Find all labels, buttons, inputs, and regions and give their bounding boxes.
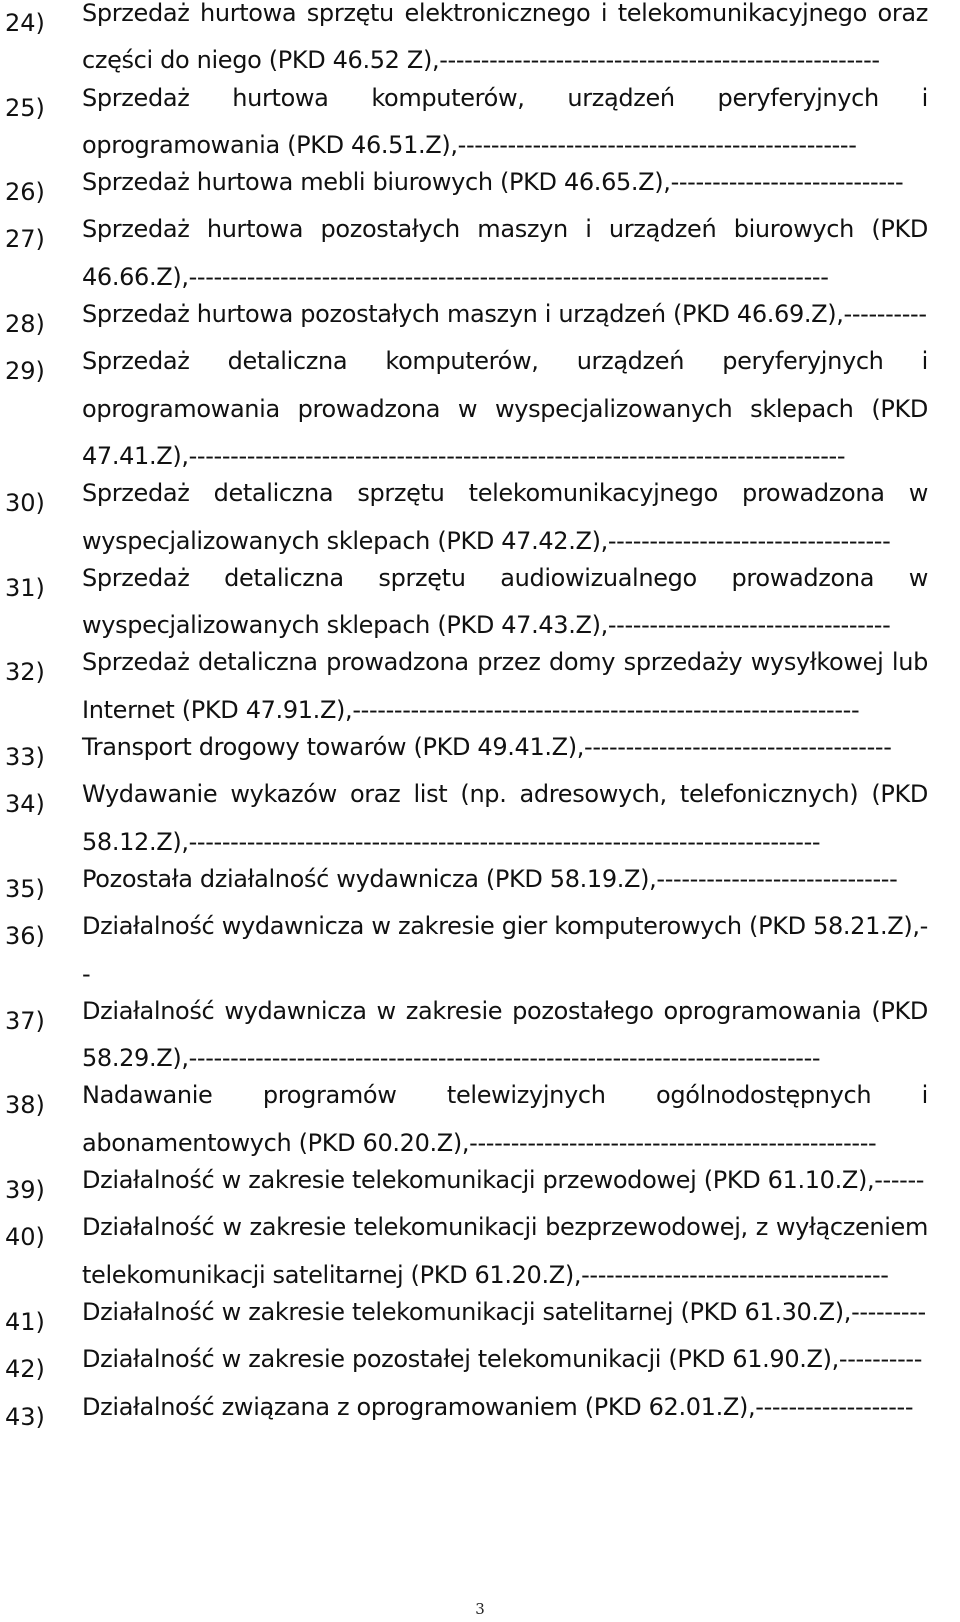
list-item-text: Sprzedaż hurtowa pozostałych maszyn i urządzeń (PKD 46.69.Z),---------- — [82, 300, 927, 329]
list-item-text: Sprzedaż detaliczna sprzętu audiowizualnego prowadzona w wyspecjalizowanych sklepach (PKD 47.43.Z),---------------------------------- — [82, 563, 928, 640]
list-item — [5, 649, 928, 734]
list-item-number: 25) — [5, 93, 45, 122]
list-item-number: 39) — [5, 1176, 45, 1205]
list-item-number: 26) — [5, 178, 45, 207]
list-item — [5, 913, 928, 998]
list-item-number: 24) — [5, 9, 45, 37]
list-item-text: Działalność w zakresie telekomunikacji satelitarnej (PKD 61.30.Z),--------- — [82, 1297, 926, 1326]
list-item-number: 43) — [5, 1402, 45, 1431]
list-item-text: Sprzedaż hurtowa pozostałych maszyn i urządzeń biurowych (PKD 46.66.Z),----------------------------------------------------------------------------- — [82, 215, 928, 291]
list-item-number: 27) — [5, 225, 45, 254]
list-item-text: Wydawanie wykazów oraz list (np. adresowych, telefonicznych) (PKD 58.12.Z),---------------------------------------------------------------------------- — [82, 780, 928, 856]
list-item-number: 31) — [5, 573, 45, 602]
list-item-number: 40) — [5, 1223, 45, 1252]
list-item — [5, 781, 928, 866]
page-number: 3 — [475, 1600, 485, 1618]
list-item-number: 35) — [5, 874, 45, 903]
list-item — [5, 998, 928, 1083]
pkd-activity-list — [5, 0, 928, 1441]
list-item — [5, 1214, 928, 1299]
list-item — [5, 216, 928, 301]
list-item-text: Sprzedaż detaliczna komputerów, urządzeń peryferyjnych i oprogramowania prowadzona w wyspecjalizowanych sklepach (PKD 47.41.Z),------------------------------------------------------------------------------- — [82, 347, 928, 470]
list-item-number: 38) — [5, 1091, 45, 1120]
list-item-number: 34) — [5, 790, 45, 819]
list-item-text: Działalność w zakresie telekomunikacji bezprzewodowej, z wyłączeniem telekomunikacji satelitarnej (PKD 61.20.Z),------------------------------------- — [82, 1213, 928, 1289]
list-item-text: Sprzedaż detaliczna prowadzona przez domy sprzedaży wysyłkowej lub Internet (PKD 47.91.Z),------------------------------------------------------------- — [82, 648, 928, 724]
list-item-text: Sprzedaż hurtowa mebli biurowych (PKD 46.65.Z),---------------------------- — [82, 168, 904, 197]
list-item — [5, 1082, 928, 1167]
list-item-number: 42) — [5, 1355, 45, 1384]
list-item-number: 36) — [5, 922, 45, 951]
list-item-text: Działalność w zakresie telekomunikacji przewodowej (PKD 61.10.Z),------ — [82, 1166, 925, 1195]
list-item-number: 32) — [5, 658, 45, 687]
list-item — [5, 85, 928, 170]
list-item-number: 28) — [5, 310, 45, 339]
list-item-number: 29) — [5, 357, 45, 386]
list-item-number: 30) — [5, 489, 45, 518]
list-item — [5, 348, 928, 480]
list-item-number: 37) — [5, 1006, 45, 1035]
list-item-number: 41) — [5, 1307, 45, 1336]
list-item — [5, 480, 928, 565]
list-item — [5, 0, 928, 85]
list-item-text: Sprzedaż hurtowa sprzętu elektronicznego i telekomunikacyjnego oraz części do niego (PKD 46.52 Z),----------------------------------------------------- — [82, 0, 928, 75]
list-item-text: Sprzedaż hurtowa komputerów, urządzeń peryferyjnych i oprogramowania (PKD 46.51.Z),------------------------------------------------ — [82, 83, 928, 159]
list-item-text: Działalność wydawnicza w zakresie gier komputerowych (PKD 58.21.Z),-- — [82, 912, 928, 988]
list-item-text: Pozostała działalność wydawnicza (PKD 58.19.Z),----------------------------- — [82, 864, 898, 893]
list-item-text: Działalność wydawnicza w zakresie pozostałego oprogramowania (PKD 58.29.Z),---------------------------------------------------------------------------- — [82, 996, 928, 1073]
list-item-text: Działalność w zakresie pozostałej telekomunikacji (PKD 61.90.Z),---------- — [82, 1345, 923, 1374]
list-item-text: Transport drogowy towarów (PKD 49.41.Z),------------------------------------- — [82, 733, 892, 762]
list-item-text: Nadawanie programów telewizyjnych ogólnodostępnych i abonamentowych (PKD 60.20.Z),------------------------------------------------- — [82, 1081, 928, 1157]
list-item-text: Sprzedaż detaliczna sprzętu telekomunikacyjnego prowadzona w wyspecjalizowanych sklepach (PKD 47.42.Z),---------------------------------- — [82, 479, 928, 555]
list-item — [5, 1394, 928, 1441]
list-item — [5, 565, 928, 650]
list-item-number: 33) — [5, 743, 45, 772]
list-item-text: Działalność związana z oprogramowaniem (PKD 62.01.Z),------------------- — [82, 1392, 914, 1421]
